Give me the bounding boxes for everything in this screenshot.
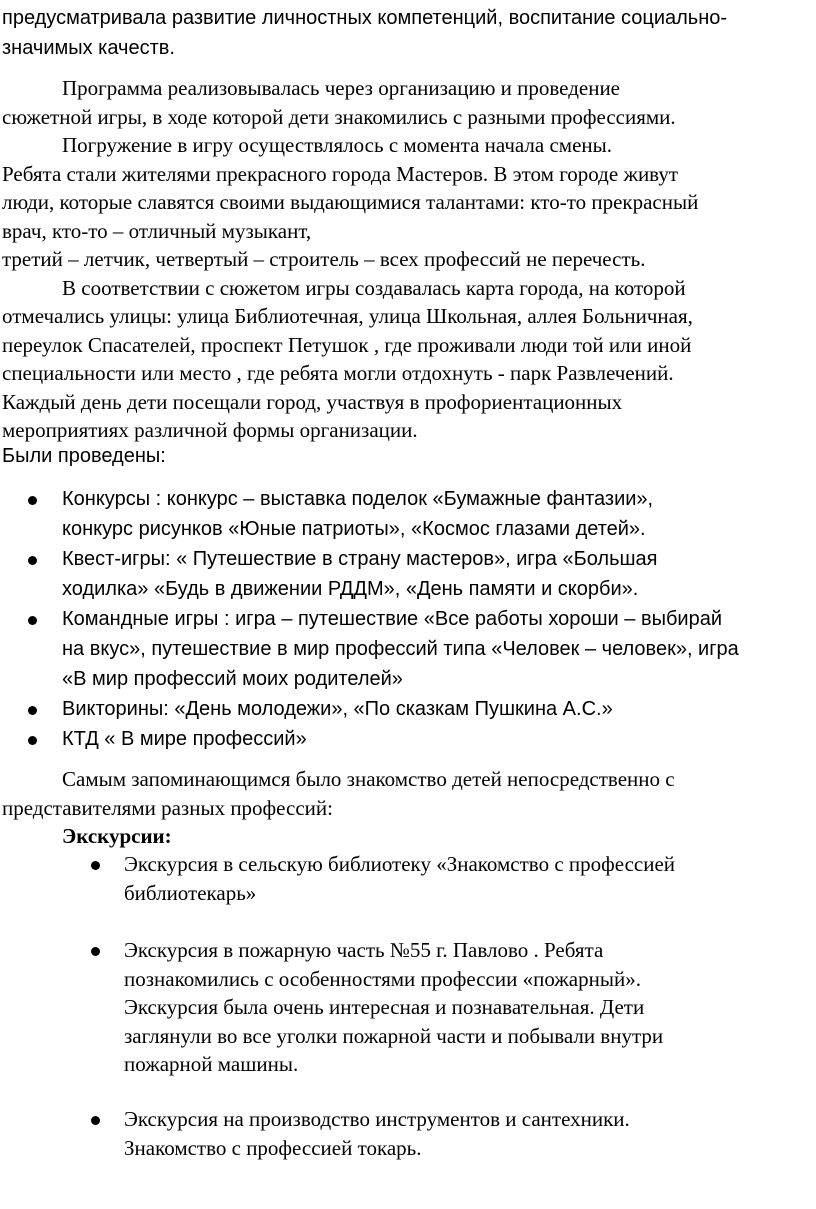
program-line: Погружение в игру осуществлялось с момента начала смены.: [62, 133, 612, 157]
event-line: конкурс рисунков «Юные патриоты», «Космос глазами детей».: [62, 518, 646, 540]
intro-line: предусматривала развитие личностных компетенций, воспитание социально-: [2, 7, 728, 29]
program-line: сюжетной игры, в ходе которой дети знакомились с разными профессиями.: [2, 104, 676, 129]
list-item: [0, 604, 812, 694]
program-line: специальности или место , где ребята могли отдохнуть - парк Развлечений.: [2, 361, 674, 385]
program-line: Каждый день дети посещали город, участвуя в профориентационных: [2, 389, 623, 414]
event-line: Викторины: «День молодежи», «По сказкам Пушкина А.С.»: [62, 698, 613, 720]
bullet-icon: [91, 947, 100, 956]
list-item: [0, 936, 812, 1079]
program-line: Ребята стали жителями прекрасного города Мастеров. В этом городе живут: [2, 161, 679, 186]
program-line: третий – летчик, четвертый – строитель – всех профессий не перечесть.: [2, 247, 646, 271]
intro-paragraph: [2, 3, 812, 63]
bullet-icon: [91, 1116, 100, 1125]
excursion-line: пожарной машины.: [124, 1052, 299, 1076]
list-item: [0, 1105, 812, 1162]
list-item: [0, 724, 812, 754]
program-line: врач, кто-то – отличный музыкант,: [2, 218, 312, 243]
excursion-line: познакомились с особенностями профессии «пожарный».: [124, 966, 641, 991]
list-item: [0, 484, 812, 544]
program-line: люди, которые славятся своими выдающимися талантами: кто-то прекрасный: [2, 190, 699, 214]
bullet-icon: [28, 496, 37, 505]
excursion-line: заглянули во все уголки пожарной части и побывали внутри: [124, 1023, 664, 1048]
bullet-icon: [28, 556, 37, 565]
event-line: Командные игры : игра – путешествие «Все работы хороши – выбирай: [62, 608, 722, 630]
bullet-icon: [28, 616, 37, 625]
event-line: Квест-игры: « Путешествие в страну мастеров», игра «Большая: [62, 548, 658, 570]
excursion-line: Экскурсия была очень интересная и познавательная. Дети: [124, 995, 645, 1019]
excursions-heading-text: Экскурсии:: [62, 824, 172, 848]
excursion-line: библиотекарь»: [124, 880, 257, 905]
bullet-icon: [28, 706, 37, 715]
excursions-list: [0, 850, 812, 907]
held-label: [2, 441, 812, 471]
event-line: КТД « В мире профессий»: [62, 728, 307, 750]
held-label-text: Были проведены:: [2, 445, 166, 467]
list-item: [0, 694, 812, 724]
memorable-line: Самым запоминающимся было знакомство детей непосредственно с: [62, 767, 675, 791]
program-line: В соответствии с сюжетом игры создавалась карта города, на которой: [62, 275, 686, 300]
events-list: [0, 484, 812, 754]
program-line: мероприятиях различной формы организации.: [2, 418, 418, 442]
bullet-icon: [28, 736, 37, 745]
program-line: Программа реализовывалась через организацию и проведение: [62, 76, 621, 100]
excursion-line: Экскурсия в пожарную часть №55 г. Павлово . Ребята: [124, 938, 604, 962]
list-item: [0, 544, 812, 604]
event-line: ходилка» «Будь в движении РДДМ», «День памяти и скорби».: [62, 578, 639, 600]
memorable-paragraph: [2, 765, 812, 822]
event-line: «В мир профессий моих родителей»: [62, 668, 403, 690]
event-line: на вкус», путешествие в мир профессий типа «Человек – человек», игра: [62, 638, 739, 660]
program-paragraph: [2, 74, 812, 445]
event-line: Конкурсы : конкурс – выставка поделок «Бумажные фантазии»,: [62, 488, 654, 510]
program-line: отмечались улицы: улица Библиотечная, улица Школьная, аллея Больничная,: [2, 304, 693, 328]
excursions-list: [0, 936, 812, 1079]
list-item: [0, 850, 812, 907]
excursion-line: Знакомство с профессией токарь.: [124, 1135, 422, 1160]
memorable-line: представителями разных профессий:: [2, 795, 333, 820]
bullet-icon: [91, 861, 100, 870]
excursion-line: Экскурсия на производство инструментов и сантехники.: [124, 1107, 630, 1131]
excursion-line: Экскурсия в сельскую библиотеку «Знакомство с профессией: [124, 852, 676, 876]
excursions-heading: [2, 822, 812, 851]
intro-line: значимых качеств.: [2, 37, 175, 59]
program-line: переулок Спасателей, проспект Петушок , где проживали люди той или иной: [2, 332, 692, 357]
excursions-list: [0, 1105, 812, 1162]
